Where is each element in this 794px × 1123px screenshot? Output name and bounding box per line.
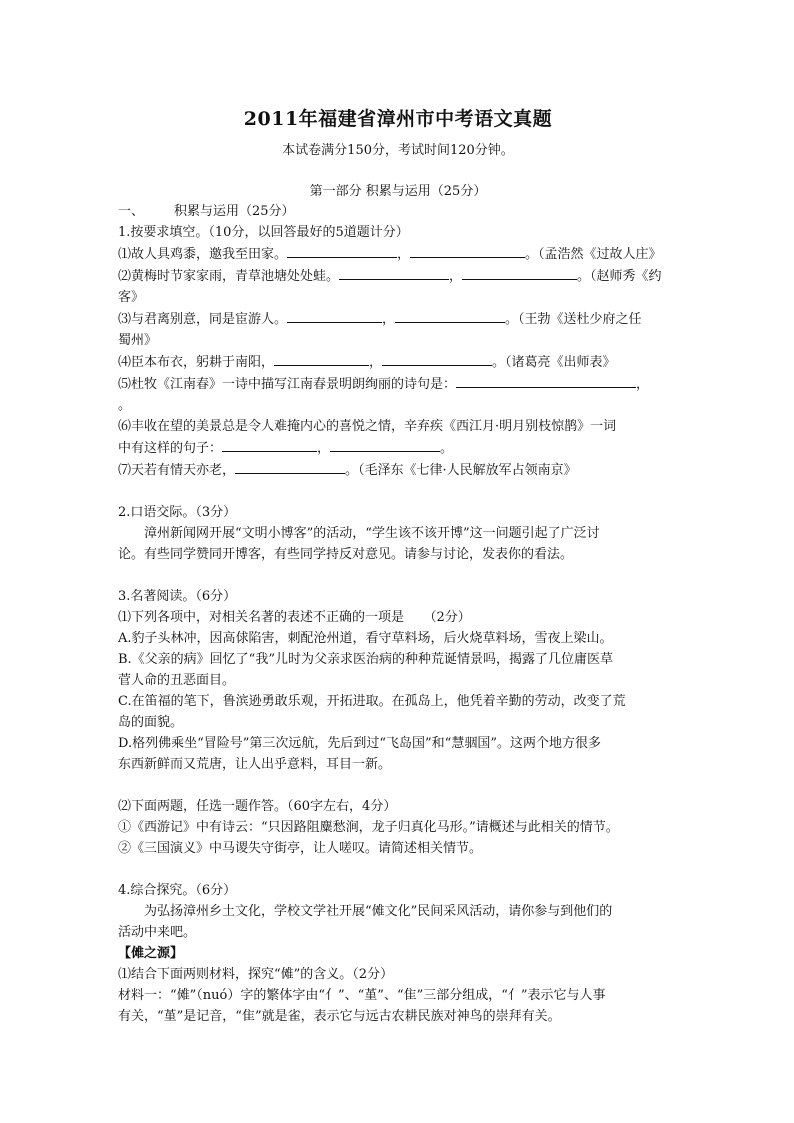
q3-option-b: B.《父亲的病》回忆了“我”儿时为父亲求医治病的种种荒诞情景吗，揭露了几位庸医草	[118, 652, 613, 667]
q4-intro-line-1: 为弘扬漳州乡土文化，学校文学社开展“傩文化”民间采风活动，请你参与到他们的	[144, 904, 613, 919]
q3-option-c: C.在笛福的笔下，鲁滨逊勇敢乐观，开拓进取。在孤岛上，他凭着辛勤的劳动，改变了荒	[118, 694, 626, 709]
answer-blank[interactable]	[274, 351, 369, 366]
answer-blank[interactable]	[222, 437, 317, 452]
q3-choice-2: ②《三国演义》中马谡失守街亭，让人嗟叹。请简述相关情节。	[118, 841, 483, 856]
q1-item-3: ⑶与君离别意，同是宦游人。 ， 。（王勃《送杜少府之任	[118, 308, 678, 330]
question-1-heading: 1.按要求填空。（10分，以回答最好的5道题计分）	[118, 225, 409, 240]
exam-info: 本试卷满分150分，考试时间120分钟。	[282, 143, 514, 158]
q3-option-d: D.格列佛乘坐“冒险号”第三次远航，先后到过“飞岛国”和“慧骃国”。这两个地方很多	[118, 736, 601, 751]
q1-item-6-cont: 中有这样的句子： ， 。	[118, 437, 678, 459]
q3-option-d-cont: 东西新鲜而又荒唐，让人出乎意料，耳目一新。	[118, 757, 392, 772]
q4-material-1: 材料一：“傩”（nuó）字的繁体字由“亻”、“堇”、“隹”三部分组成，“亻”表示它与人事	[118, 988, 606, 1003]
q3-option-a: A.豹子头林冲，因高俅陷害，刺配沧州道，看守草料场，后火烧草料场，雪夜上梁山。	[118, 631, 613, 646]
answer-blank[interactable]	[382, 351, 492, 366]
q3-option-b-cont: 菅人命的丑恶面目。	[118, 673, 236, 688]
q1-item-6: ⑹丰收在望的美景总是令人难掩内心的喜悦之情，辛弃疾《西江月·明月别枝惊鹊》一词	[118, 419, 617, 434]
answer-blank[interactable]	[235, 459, 345, 474]
q1-item-1: ⑴故人具鸡黍，邀我至田家。 ， 。（孟浩然《过故人庄》	[118, 243, 678, 265]
q1-item-2-cont: 客》	[118, 290, 145, 305]
q1-item-5-cont: 。	[118, 398, 132, 413]
section-number: 一、	[118, 204, 145, 219]
q4-material-1-cont: 有关，“堇”是记音，“隹”就是雀，表示它与远古农耕民族对神鸟的崇拜有关。	[118, 1009, 561, 1024]
answer-blank[interactable]	[287, 243, 397, 258]
page-title: 2011年福建省漳州市中考语文真题	[243, 108, 553, 130]
q3-option-c-cont: 岛的面貌。	[118, 715, 184, 730]
q1-item-3-cont: 蜀州》	[118, 333, 158, 348]
q2-paragraph-line-2: 论。有些同学赞同开博客，有些同学持反对意见。请参与讨论，发表你的看法。	[118, 547, 574, 562]
q4-subquestion-1: ⑴结合下面两则材料，探究“傩”的含义。（2分）	[118, 967, 394, 982]
q3-choice-1: ①《西游记》中有诗云：“只因路阻麋愁涧，龙子归真化马形。”请概述与此相关的情节。	[118, 820, 619, 835]
question-3-heading: 3.名著阅读。（6分）	[118, 589, 237, 604]
q1-item-7: ⑺天若有情天亦老， 。（毛泽东《七律·人民解放军占领南京》	[118, 459, 678, 481]
q1-item-4: ⑷臣本布衣，躬耕于南阳， ， 。（诸葛亮《出师表》	[118, 351, 678, 373]
part-one-title: 第一部分 积累与运用（25分）	[309, 184, 487, 199]
q1-item-2: ⑵黄梅时节家家雨，青草池塘处处蛙。 ， 。（赵师秀《约	[118, 265, 678, 287]
q2-paragraph-line-1: 漳州新闻网开展“文明小博客”的活动，“学生该不该开博”这一问题引起了广泛讨	[144, 526, 600, 541]
q3-subquestion-2: ⑵下面两题，任选一题作答。（60字左右，4分）	[118, 799, 397, 814]
question-4-heading: 4.综合探究。（6分）	[118, 883, 237, 898]
section-title: 积累与运用（25分）	[174, 204, 295, 219]
answer-blank[interactable]	[410, 243, 525, 258]
q4-intro-line-2: 活动中来吧。	[118, 925, 197, 940]
answer-blank[interactable]	[287, 308, 382, 323]
q4-subsection-title: 【傩之源】	[118, 946, 184, 961]
answer-blank[interactable]	[330, 437, 440, 452]
q1-item-5: ⑸杜牧《江南春》一诗中描写江南春景明朗绚丽的诗句是： ，	[118, 373, 678, 395]
answer-blank[interactable]	[395, 308, 505, 323]
exam-page	[118, 104, 678, 1027]
section-one-heading	[118, 201, 678, 222]
question-2-heading: 2.口语交际。（3分）	[118, 505, 237, 520]
answer-blank[interactable]	[456, 373, 636, 388]
q3-subquestion-1: ⑴下列各项中，对相关名著的表述不正确的一项是 （2分）	[118, 610, 471, 625]
answer-blank[interactable]	[339, 265, 449, 280]
answer-blank[interactable]	[462, 265, 577, 280]
